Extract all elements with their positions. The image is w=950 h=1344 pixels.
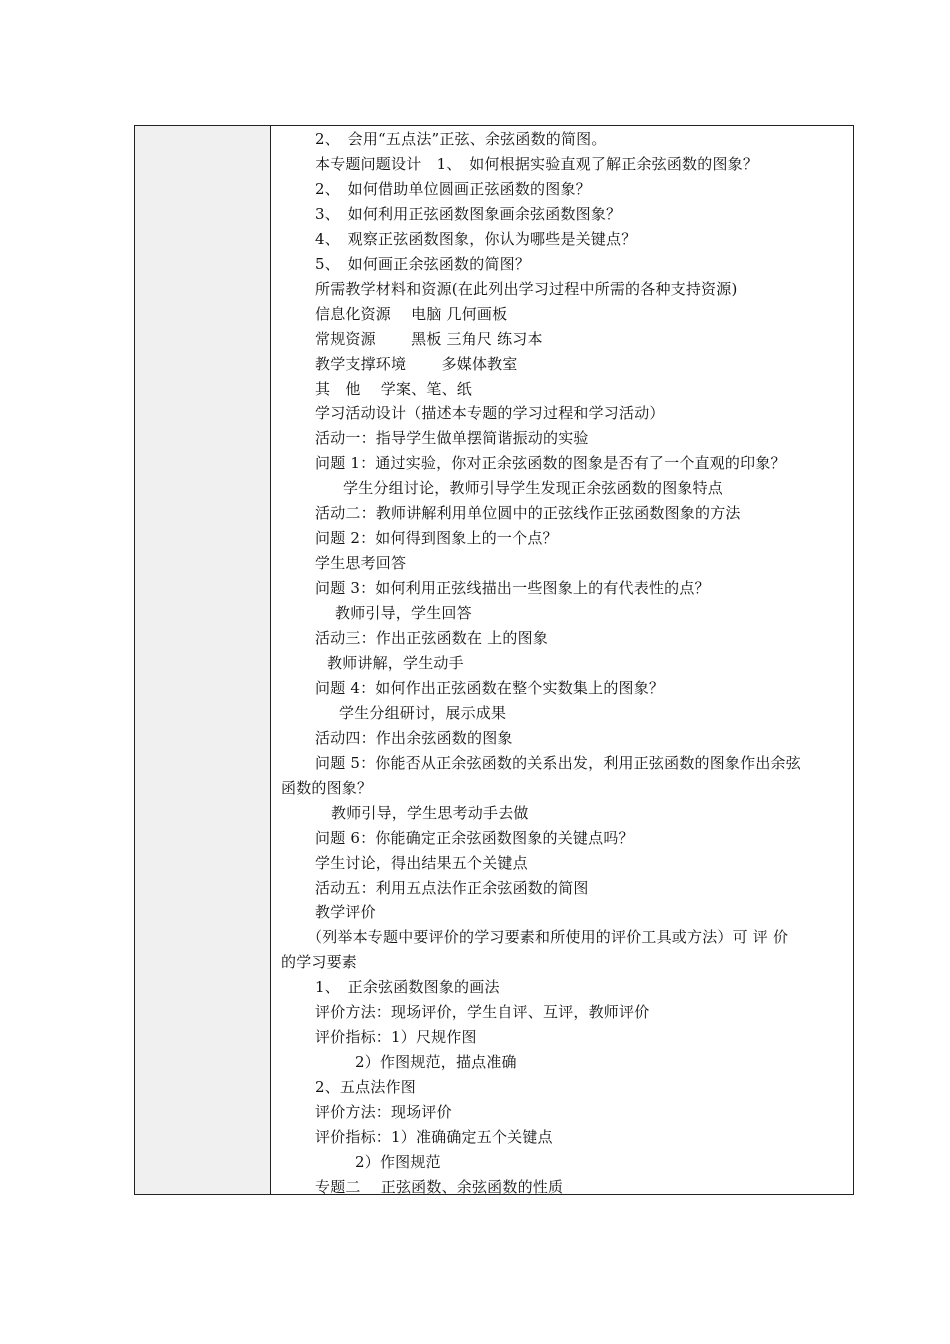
text-line: 教师引导，学生回答 [335, 604, 472, 623]
text-line: 评价方法：现场评价，学生自评、互评，教师评价 [315, 1003, 650, 1022]
text-line: 2、 会用“五点法”正弦、余弦函数的简图。 [315, 130, 607, 148]
text-line: 2）作图规范，描点准确 [355, 1053, 517, 1072]
text-line: （列举本专题中要评价的学习要素和所使用的评价工具或方法）可 评 价 [307, 928, 789, 947]
text-line: 问题 5：你能否从正余弦函数的关系出发，利用正弦函数的图象作出余弦 [315, 753, 801, 772]
text-line: 教师讲解，学生动手 [327, 653, 464, 672]
text-line: 常规资源 黑板 三角尺 练习本 [315, 329, 543, 348]
text-line: 评价方法：现场评价 [315, 1103, 452, 1122]
content-table [134, 125, 854, 1195]
text-line: 1、 正余弦函数图象的画法 [315, 978, 500, 997]
text-line: 活动三：作出正弦函数在 上的图象 [315, 629, 548, 647]
text-line: 问题 2：如何得到图象上的一个点？ [315, 529, 558, 548]
text-line: 问题 3：如何利用正弦线描出一些图象上的有代表性的点？ [315, 579, 710, 598]
text-line: 学生讨论，得出结果五个关键点 [315, 853, 528, 872]
text-line: 信息化资源 电脑 几何画板 [315, 304, 508, 323]
text-line: 教学评价 [315, 903, 376, 922]
text-line: 2、五点法作图 [315, 1078, 416, 1097]
left-label-column [135, 126, 271, 1194]
text-line: 学生分组讨论，教师引导学生发现正余弦函数的图象特点 [343, 479, 724, 498]
text-line: 其 他 学案、笔、纸 [315, 379, 472, 398]
text-line: 5、 如何画正余弦函数的简图？ [315, 254, 531, 273]
text-line: 学生分组研讨，展示成果 [339, 703, 507, 722]
text-line: 活动五：利用五点法作正余弦函数的简图 [315, 878, 589, 897]
text-line: 教学支撑环境 多媒体教室 [315, 354, 518, 373]
text-line: 活动一：指导学生做单摆简谐振动的实验 [315, 429, 589, 448]
text-line: 活动二：教师讲解利用单位圆中的正弦线作正弦函数图象的方法 [315, 504, 741, 523]
text-line: 问题 1：通过实验，你对正余弦函数的图象是否有了一个直观的印象？ [315, 454, 786, 473]
text-line: 活动四：作出余弦函数的图象 [315, 728, 513, 747]
text-line: 2、 如何借助单位圆画正弦函数的图象？ [315, 179, 591, 198]
text-line: 3、 如何利用正弦函数图象画余弦函数图象？ [315, 204, 622, 223]
text-line: 问题 4：如何作出正弦函数在整个实数集上的图象？ [315, 678, 665, 697]
text-line: 函数的图象？ [281, 778, 373, 797]
text-line: 问题 6：你能确定正余弦函数图象的关键点吗？ [315, 828, 634, 847]
text-line: 教师引导，学生思考动手去做 [331, 803, 529, 822]
text-line: 4、 观察正弦函数图象，你认为哪些是关键点？ [315, 229, 637, 248]
text-line: 所需教学材料和资源(在此列出学习过程中所需的各种支持资源) [315, 279, 738, 298]
text-line: 本专题问题设计 1、 如何根据实验直观了解正余弦函数的图象？ [315, 154, 759, 173]
text-line: 专题二 正弦函数、余弦函数的性质 [315, 1177, 564, 1196]
text-line: 2）作图规范 [355, 1152, 441, 1171]
text-line: 的学习要素 [281, 953, 358, 972]
text-line: 学生思考回答 [315, 554, 407, 573]
text-line: 评价指标：1）尺规作图 [315, 1028, 477, 1047]
text-line: 评价指标：1）准确确定五个关键点 [315, 1128, 553, 1146]
right-content-column [271, 126, 853, 1194]
text-line: 学习活动设计（描述本专题的学习过程和学习活动） [315, 404, 665, 423]
